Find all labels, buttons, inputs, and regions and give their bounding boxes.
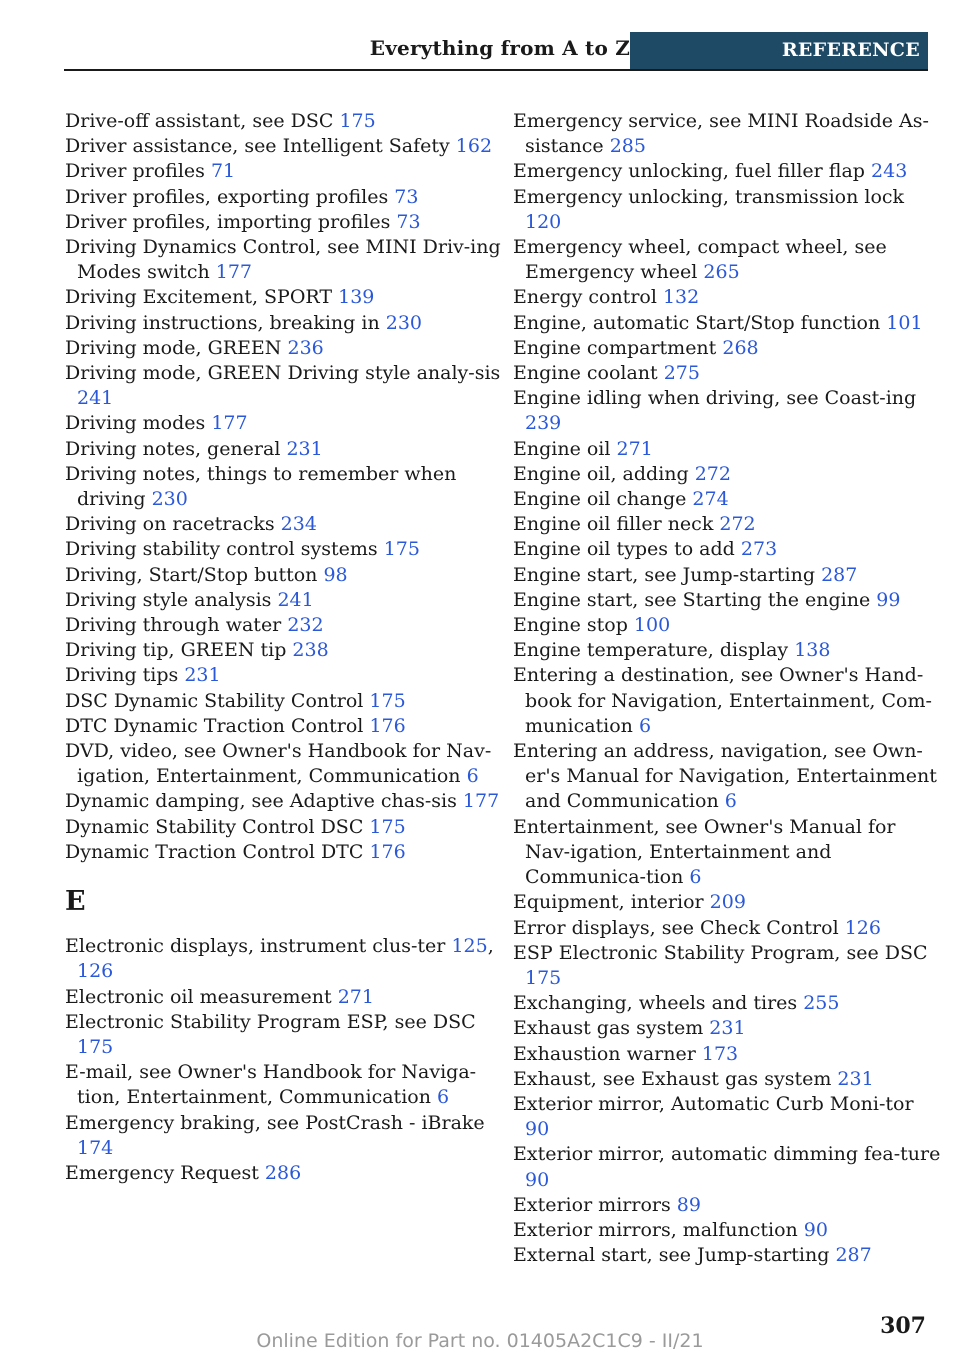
index-entry-text: Driving notes, general	[65, 437, 281, 460]
footer-edition: Online Edition for Part no. 01405A2C1C9 - II/21	[256, 1330, 704, 1352]
page-link[interactable]: 271	[616, 437, 653, 460]
index-entry	[513, 563, 943, 588]
index-entry	[513, 1218, 943, 1243]
index-entry-text: Driving modes	[65, 412, 206, 435]
index-entry	[513, 336, 943, 361]
section-tab: REFERENCE	[630, 32, 928, 69]
page-link[interactable]: 132	[662, 286, 700, 309]
index-column-right	[513, 109, 943, 1268]
index-entry	[65, 210, 505, 235]
index-entry	[513, 1092, 943, 1142]
index-entry-text: Equipment, interior	[513, 891, 704, 914]
index-entry-text: Engine, automatic Start/Stop function	[513, 311, 881, 334]
page-link[interactable]: 271	[337, 985, 374, 1008]
page-link[interactable]: 272	[719, 513, 756, 536]
page-link[interactable]: 239	[525, 412, 562, 435]
page-link[interactable]: 274	[692, 488, 729, 511]
index-entry-text: Entertainment, see Owner's Manual for Nav‐igation, Entertainment and Communica‐tion	[513, 815, 896, 889]
index-entry-text: Electronic oil measurement	[65, 985, 332, 1008]
index-entry-text: Exterior mirror, Automatic Curb Moni‐tor	[513, 1092, 914, 1115]
index-entry-text: Exhaustion warner	[513, 1042, 696, 1065]
page-link[interactable]: 6	[638, 714, 652, 737]
page-link[interactable]: 126	[844, 916, 881, 939]
page-link[interactable]: 177	[215, 261, 253, 284]
index-entry	[65, 985, 505, 1010]
index-entry-text: External start, see Jump-starting	[513, 1244, 830, 1267]
page-link[interactable]: 175	[339, 110, 376, 132]
page-link[interactable]: 98	[323, 563, 348, 586]
index-entry	[65, 134, 505, 159]
index-entry	[513, 386, 943, 436]
index-entry-text: Engine oil change	[513, 488, 687, 511]
index-entry-text: Engine stop	[513, 614, 628, 637]
page-link[interactable]: 89	[676, 1193, 701, 1216]
index-entry	[513, 991, 943, 1016]
index-entry-text: Driving mode, GREEN Driving style analy‐sis	[65, 362, 501, 385]
index-entry	[513, 663, 943, 739]
index-entry	[513, 1016, 943, 1041]
index-entry	[513, 462, 943, 487]
index-entry	[65, 638, 505, 663]
page-link[interactable]: 73	[394, 185, 419, 208]
index-entry-text: Engine start, see Jump-starting	[513, 563, 816, 586]
entries-e-continued	[513, 109, 943, 1268]
header-rule	[64, 69, 928, 71]
index-entry-text: Exchanging, wheels and tires	[513, 992, 798, 1015]
page-link[interactable]: 273	[740, 538, 778, 561]
page-link[interactable]: 209	[709, 891, 746, 914]
page-link[interactable]: 243	[871, 160, 908, 183]
index-entry	[65, 1010, 505, 1060]
index-entry-text: Electronic Stability Program ESP, see DSC	[65, 1010, 476, 1033]
page-link[interactable]: 275	[663, 362, 700, 385]
index-entry-text: Emergency braking, see PostCrash - iBrake	[65, 1111, 485, 1134]
index-entry	[65, 537, 505, 562]
index-entry	[513, 638, 943, 663]
index-entry-text: Emergency service, see MINI Roadside As‐sistance	[513, 110, 929, 158]
page-link[interactable]: 73	[396, 210, 421, 233]
index-entry-text: Exhaust, see Exhaust gas system	[513, 1067, 832, 1090]
page-link[interactable]: 175	[369, 689, 406, 712]
page-header	[64, 32, 928, 71]
page-link[interactable]: 90	[803, 1218, 828, 1241]
index-entry-text: Driving stability control systems	[65, 538, 378, 561]
index-entry-text: DSC Dynamic Stability Control	[65, 689, 364, 712]
index-entry-text: Driving Dynamics Control, see MINI Driv‐ing Modes switch	[65, 236, 501, 284]
index-entry	[513, 285, 943, 310]
index-entry	[65, 689, 505, 714]
index-entry-text: Driving tips	[65, 664, 179, 687]
index-entry-text: Dynamic Traction Control DTC	[65, 840, 364, 863]
index-entry-text: DVD, video, see Owner's Handbook for Nav‐igation, Entertainment, Communication	[65, 740, 492, 788]
index-entry	[513, 311, 943, 336]
page-link[interactable]: 285	[609, 135, 646, 158]
index-entry	[65, 563, 505, 588]
index-entry	[65, 714, 505, 739]
index-entry-text: Driving on racetracks	[65, 513, 275, 536]
page-link[interactable]: 174	[77, 1136, 114, 1159]
page-link[interactable]: 231	[184, 664, 221, 687]
page-link[interactable]: 175	[77, 1035, 114, 1058]
index-entry	[513, 235, 943, 285]
index-entry-text: Engine oil, adding	[513, 462, 689, 485]
page-link[interactable]: 90	[525, 1118, 550, 1141]
page-link[interactable]: 99	[876, 588, 901, 611]
index-entry	[513, 1042, 943, 1067]
index-entry-text: Driver assistance, see Intelligent Safety	[65, 135, 450, 158]
page-link[interactable]: 175	[383, 538, 420, 561]
page-link[interactable]: 6	[466, 765, 479, 788]
page-link[interactable]: 175	[525, 966, 562, 989]
index-entry-text: E-mail, see Owner's Handbook for Naviga‐tion, Entertainment, Communication	[65, 1061, 477, 1109]
page-link[interactable]: 232	[287, 614, 324, 637]
page-link[interactable]: 238	[292, 639, 329, 662]
index-entry	[65, 663, 505, 688]
index-entry	[513, 512, 943, 537]
index-entry-text: Entering an address, navigation, see Own‐er's Manual for Navigation, Entertainment and Communication	[513, 740, 937, 813]
index-entry	[65, 588, 505, 613]
index-entry-text: Exhaust gas system	[513, 1017, 704, 1040]
index-entry	[65, 840, 505, 865]
page-link[interactable]: 101	[886, 311, 923, 334]
index-entry	[513, 185, 943, 235]
index-entry-text: Engine compartment	[513, 336, 717, 359]
page-link[interactable]: 287	[835, 1244, 872, 1267]
index-entry-text: Engine oil	[513, 437, 611, 460]
index-entry-text: ESP Electronic Stability Program, see DSC	[513, 941, 928, 964]
index-entry-text: Drive-off assistant, see DSC	[65, 110, 334, 132]
index-entry	[513, 1142, 943, 1192]
section-letter: E	[65, 886, 86, 918]
page-link[interactable]: 100	[633, 614, 671, 637]
page-link[interactable]: 231	[286, 437, 323, 460]
index-entry	[65, 1060, 505, 1110]
index-entry	[65, 1161, 505, 1186]
index-entry	[65, 789, 505, 814]
index-entry	[65, 411, 505, 436]
index-entry-text: Engine oil filler neck	[513, 513, 714, 536]
chapter-title: Everything from A to Z	[369, 36, 630, 60]
index-entry-text: Exterior mirrors, malfunction	[513, 1218, 798, 1241]
page-link[interactable]: 177	[462, 790, 500, 813]
index-entry	[513, 739, 943, 815]
index-entry	[513, 1243, 943, 1268]
page-link[interactable]: 241	[277, 588, 314, 611]
page-link[interactable]: 286	[264, 1161, 302, 1184]
page-link[interactable]: 236	[287, 336, 324, 359]
index-entry	[513, 437, 943, 462]
index-entry	[513, 537, 943, 562]
index-entry	[513, 1193, 943, 1218]
page-link[interactable]: 6	[689, 866, 702, 889]
index-entry	[513, 109, 943, 159]
index-entry	[65, 336, 505, 361]
index-entry	[65, 361, 505, 411]
page-number: 307	[880, 1313, 926, 1339]
index-entry: Electronic displays, instrument clus‐ter 125, 126	[65, 935, 494, 983]
index-entry-text: Dynamic damping, see Adaptive chas‐sis	[65, 790, 457, 813]
page-link[interactable]: 6	[724, 790, 737, 813]
index-entry	[65, 613, 505, 638]
index-entry-text: Driver profiles, exporting profiles	[65, 185, 389, 208]
page-link[interactable]: 173	[701, 1042, 739, 1065]
index-entry-text: Exterior mirror, automatic dimming fea‐ture	[513, 1143, 941, 1166]
page-link[interactable]: 287	[821, 563, 858, 586]
index-entry-text: Driving tip, GREEN tip	[65, 639, 287, 662]
page-link[interactable]: 234	[280, 513, 317, 536]
index-entry-text: Error displays, see Check Control	[513, 916, 839, 939]
index-entry-text: Driving notes, things to remember when driving	[65, 462, 457, 511]
index-entry	[65, 462, 505, 512]
page-link[interactable]: 230	[385, 311, 422, 334]
page-link[interactable]: 176	[369, 714, 406, 737]
page-link[interactable]: 126	[77, 960, 114, 983]
index-entry-text: Driver profiles, importing profiles	[65, 210, 391, 233]
index-entry	[513, 588, 943, 613]
page-link[interactable]: 120	[525, 210, 562, 233]
index-entry-text: Driving Excitement, SPORT	[65, 286, 333, 309]
index-entry-text: Driving through water	[65, 614, 282, 637]
page-link[interactable]: 176	[369, 840, 406, 863]
index-entry-text: Driver profiles	[65, 160, 205, 183]
index-entry	[65, 512, 505, 537]
index-entry	[65, 109, 505, 134]
index-entry	[65, 739, 505, 789]
entries-e	[65, 934, 505, 1186]
index-entry	[513, 890, 943, 915]
page-link[interactable]: 162	[455, 135, 493, 158]
page-link[interactable]: 230	[151, 488, 188, 511]
index-entry	[513, 916, 943, 941]
index-entry	[513, 815, 943, 891]
index-entry-text: Entering a destination, see Owner's Hand‐book for Navigation, Entertainment, Com‐munication	[513, 664, 932, 737]
page-link[interactable]: 272	[694, 462, 731, 485]
page-link[interactable]: 90	[525, 1168, 550, 1191]
index-entry	[513, 941, 943, 991]
page-link[interactable]: 6	[437, 1086, 450, 1109]
page-link[interactable]: 125	[451, 935, 488, 958]
index-column-left	[65, 109, 505, 1186]
page-link[interactable]: 231	[709, 1017, 746, 1040]
page-link[interactable]: 265	[703, 261, 740, 284]
index-entry	[65, 815, 505, 840]
index-entry	[65, 1111, 505, 1161]
page-link[interactable]: 139	[338, 286, 375, 309]
index-entry-text: Engine oil types to add	[513, 538, 735, 561]
page-link[interactable]: 231	[837, 1067, 874, 1090]
page-link[interactable]: 138	[794, 639, 831, 662]
page-link[interactable]: 71	[210, 160, 236, 183]
page-link[interactable]: 241	[77, 387, 114, 410]
index-entry	[65, 235, 505, 285]
index-entry-text: Driving mode, GREEN	[65, 336, 282, 359]
index-entry-text: Emergency unlocking, fuel filler flap	[513, 160, 865, 183]
index-entry-text: Driving, Start/Stop button	[65, 563, 318, 586]
index-entry	[65, 437, 505, 462]
index-entry-text: Exterior mirrors	[513, 1193, 671, 1216]
index-entry	[513, 613, 943, 638]
index-entry	[513, 1067, 943, 1092]
index-entry	[65, 311, 505, 336]
index-entry-text: Engine coolant	[513, 362, 658, 385]
index-entry	[65, 185, 505, 210]
page-link[interactable]: 177	[211, 412, 248, 435]
index-entry-text: Electronic displays, instrument clus‐ter	[65, 935, 446, 958]
index-entry	[513, 361, 943, 386]
index-entry-text: Engine idling when driving, see Coast‐ing	[513, 387, 917, 410]
index-entry	[65, 159, 505, 184]
index-entry-text: Dynamic Stability Control DSC	[65, 815, 364, 838]
index-entry-text: Emergency unlocking, transmission lock	[513, 185, 905, 208]
index-entry	[513, 487, 943, 512]
entries-d	[65, 109, 505, 865]
index-entry-text: Emergency Request	[65, 1161, 259, 1184]
index-entry-text: Energy control	[513, 286, 657, 309]
index-entry-text: DTC Dynamic Traction Control	[65, 714, 364, 737]
page-link[interactable]: 255	[803, 992, 840, 1015]
page-link[interactable]: 268	[722, 336, 759, 359]
index-entry	[513, 159, 943, 184]
index-entry-text: Engine start, see Starting the engine	[513, 588, 871, 611]
index-entry-text: Driving instructions, breaking in	[65, 311, 380, 334]
index-entry-text: Driving style analysis	[65, 588, 272, 611]
index-entry-text: Emergency wheel, compact wheel, see Emergency wheel	[513, 236, 887, 284]
page-link[interactable]: 175	[369, 815, 406, 838]
index-entry	[65, 285, 505, 310]
index-entry-text: Engine temperature, display	[513, 639, 789, 662]
